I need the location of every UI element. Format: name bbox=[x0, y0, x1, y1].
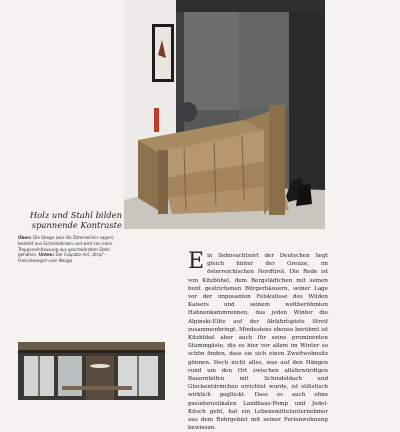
caption-headline bbox=[18, 210, 122, 230]
caption-headline-line-1: Holz und Stahl bilden bbox=[29, 210, 122, 220]
caption-bottom-text: Der Essplatz mit „Strip“-Freischwingern von Neugo bbox=[18, 252, 106, 264]
dining-photo bbox=[18, 342, 165, 400]
caption-top-label: Oben: bbox=[18, 235, 32, 240]
caption-bottom-label: Unten: bbox=[38, 252, 55, 258]
dining-photo-image bbox=[18, 342, 165, 400]
caption-headline-line-2: spannende Kontraste bbox=[31, 220, 122, 230]
stair-photo bbox=[124, 0, 325, 229]
caption-text bbox=[18, 235, 122, 264]
drop-cap: E bbox=[188, 249, 205, 274]
stair-photo-image bbox=[124, 0, 325, 229]
article-body bbox=[188, 249, 328, 432]
caption-top-text: Die Stiege (wie die Österreicher sagen) besteht aus Eichenblöcken und wird von einer Treppeneinhausung aus geschwärztem Stahl gehalten. bbox=[18, 235, 114, 258]
article-text: in Sehnsuchtsort der Deutschen liegt gleich hinter der Grenze, im österreichischen Nordtirol. Die Rede ist von Kitzbühel, dem Bergstädtchen mit seinen bunt gestrichenen Bürgerhäusern, seiner Lage vor der imposanten Felskulisse des Wilden Kaisers und seinem weltberühmten Hahnenkammrennen, das jeden Winter die Alpinski-Elite auf der Abfahrtspiste Streif zusammenbringt. Mindestens ebenso berühmt ist Kitzbühel aber auch für seine prominenten Stammgäste, die es hier vor allem im Winter so schön finden, dass sie sich einen Zweitwohnsitz gönnen. Doch nicht alles, was auf den Hängen rund um den Ort zwischen altehrwürdigen Bauernhöfen mit Schindeldach und Glockentürmchen errichtet wurde, ist stilistisch wirklich geglückt. Dass es auch ohne pseudorustikalen Landhaus-Pomp und Jodel-Kitsch geht, hat ein Lebensmittelunternehmer aus dem Ruhrgebiet mit seiner Ferienwohnung bewiesen. bbox=[188, 253, 328, 432]
